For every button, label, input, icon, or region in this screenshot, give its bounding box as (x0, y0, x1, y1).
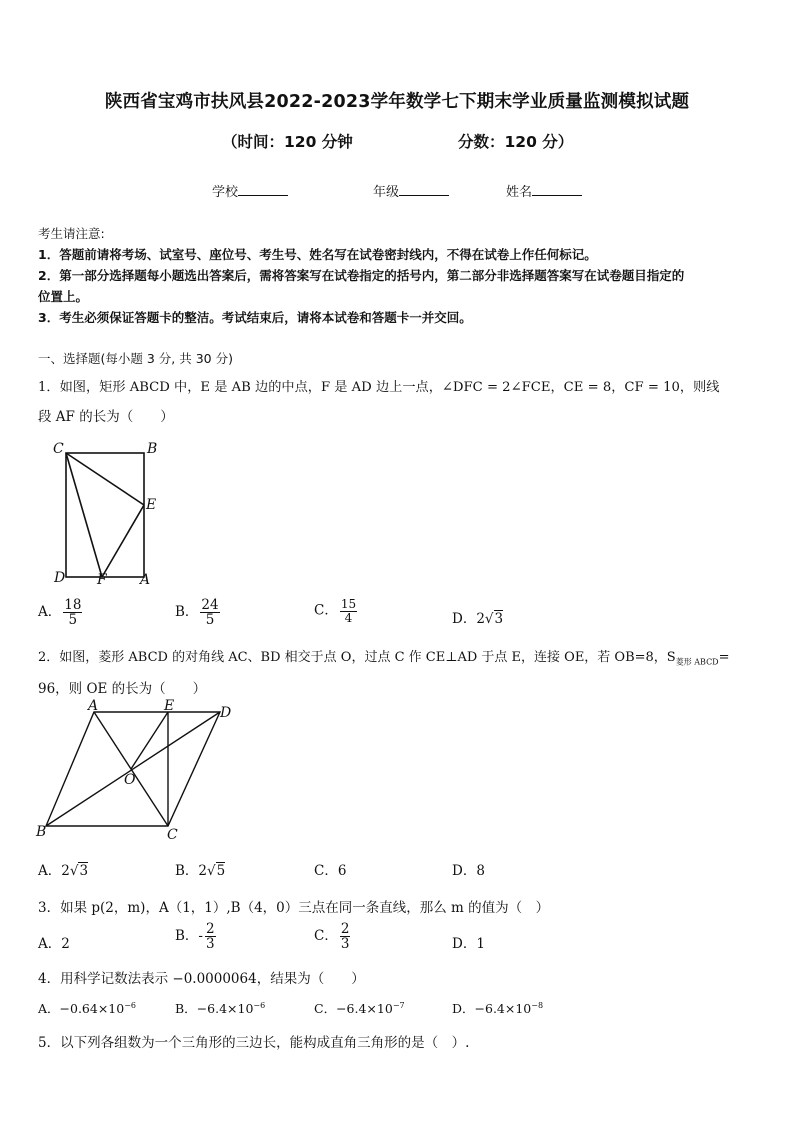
segment-ce (66, 453, 144, 505)
label-o: O (124, 772, 136, 788)
q2-option-a[interactable]: A．2√3 (38, 863, 89, 879)
school-field (212, 181, 288, 200)
question-1-text-cont: 段 AF 的长为（ ） (38, 409, 174, 425)
label-a: A (88, 698, 99, 714)
time-label: （时间：120 分钟 (222, 133, 353, 151)
school-label: 学校 (212, 185, 239, 200)
school-blank (238, 182, 288, 196)
name-field (506, 181, 582, 200)
q1-option-a[interactable]: A． $\frac{18}{5}$ (38, 597, 82, 629)
q3-option-c[interactable]: C． $\frac{2}{3}$ (314, 921, 350, 953)
note-item-1: 1．答题前请将考场、试室号、座位号、考生号、姓名写在试卷密封线内，不得在试卷上作任何标记。 (38, 247, 597, 262)
grade-blank (399, 182, 449, 196)
score-label: 分数：120 分） (458, 133, 574, 151)
label-a: A (140, 572, 151, 587)
rectangle-abcd (66, 453, 144, 577)
q1-option-b[interactable]: B． $\frac{24}{5}$ (175, 597, 219, 629)
question-2-text-cont: 96，则 OE 的长为（ ） (38, 681, 207, 697)
note-item-2: 2．第一部分选择题每小题选出答案后，需将答案写在试卷指定的括号内，第二部分非选择题答案写在试卷题目指定的 (38, 268, 685, 283)
q2-option-b[interactable]: B．2√5 (175, 863, 226, 879)
label-e: E (146, 497, 157, 513)
name-blank (532, 182, 582, 196)
question-2-figure (34, 698, 244, 844)
note-item-3: 3．考生必须保证答题卡的整洁。考试结束后，请将本试卷和答题卡一并交回。 (38, 310, 472, 325)
question-5-text: 5．以下列各组数为一个三角形的三边长，能构成直角三角形的是（ ）. (38, 1035, 470, 1051)
q4-option-c[interactable]: C．$-6.4\times 10^{-7}$ (314, 1000, 405, 1016)
page-title: 陕西省宝鸡市扶风县2022-2023学年数学七下期末学业质量监测模拟试题 (104, 92, 690, 112)
label-d: D (220, 705, 232, 721)
question-3-text: 3．如果 p(2，m)，A（1，1）,B（4，0）三点在同一条直线，那么 m 的值为（ ） (38, 900, 550, 916)
label-f: F (97, 572, 107, 587)
label-c: C (53, 441, 64, 457)
label-e: E (164, 698, 175, 714)
q4-option-a[interactable]: A．$-0.64\times 10^{-6}$ (38, 1000, 137, 1016)
q1-option-c[interactable]: C． $\frac{15}{4}$ (314, 597, 357, 625)
question-4-text: 4．用科学记数法表示 −0.0000064，结果为（ ） (38, 971, 365, 987)
section-heading: 一、选择题(每小题 3 分, 共 30 分) (38, 351, 233, 366)
segment-oe (131, 712, 168, 769)
q2-option-d[interactable]: D．8 (452, 863, 485, 879)
question-1-figure (50, 437, 170, 587)
segment-fe (102, 505, 144, 577)
label-b: B (36, 824, 47, 840)
q3-option-a[interactable]: A．2 (38, 936, 70, 952)
grade-label: 年级 (373, 185, 400, 200)
q4-option-b[interactable]: B．$-6.4\times 10^{-6}$ (175, 1000, 266, 1016)
label-b: B (147, 441, 158, 457)
notes-heading: 考生请注意: (38, 226, 105, 241)
q1-option-d[interactable]: D．2√3 (452, 611, 504, 627)
question-2-text: 2．如图，菱形 ABCD 的对角线 AC、BD 相交于点 O，过点 C 作 CE⊥AD 于点 E，连接 OE，若 OB=8，$S_{菱形 ABCD}=$ (38, 650, 730, 667)
name-label: 姓名 (506, 185, 533, 200)
q3-option-d[interactable]: D．1 (452, 936, 485, 952)
q2-option-c[interactable]: C．6 (314, 863, 347, 879)
note-item-2-cont: 位置上。 (38, 289, 89, 304)
question-1-text: 1．如图，矩形 ABCD 中，E 是 AB 边的中点，F 是 AD 边上一点，∠DFC = 2∠FCE，CE = 8，CF = 10，则线 (38, 380, 720, 395)
segment-cf (66, 453, 102, 577)
label-c: C (167, 827, 178, 843)
label-d: D (54, 570, 66, 586)
grade-field (373, 181, 449, 200)
q3-option-b[interactable]: B．- $\frac{2}{3}$ (175, 921, 215, 953)
q4-option-d[interactable]: D．$-6.4\times 10^{-8}$ (452, 1000, 544, 1016)
